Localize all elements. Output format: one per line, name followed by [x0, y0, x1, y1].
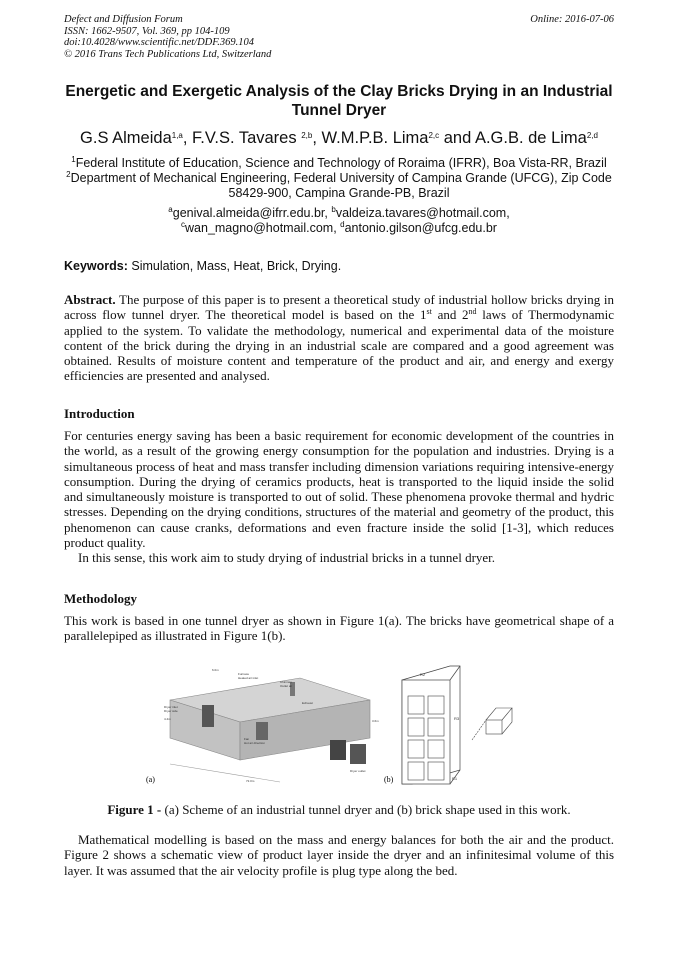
abstract-sup: nd	[468, 307, 477, 317]
methodology-text-2: Mathematical modelling is based on the mass and energy balances for both the air and the product. Figure 2 shows a schematic view of product layer inside the dryer and an infinitesimal volume of this layer. It was assumed that the air velocity profile is plug type along the bed.	[64, 832, 614, 878]
affiliation-sup: 2	[66, 170, 71, 179]
introduction-text: For centuries energy saving has been a basic requirement for economic development of the countries in the world, as a result of the growing energy consumption for the population and industries. Drying is a simultaneous process of heat and mass transfer including dimension variations requiring intensive-energy consumption. During the drying of ceramics products, heat is transported to the liquid inside the solid and simultaneously moisture is transported to out of solid. These phenomena provoke thermal and hydric stresses. Depending on the drying conditions, structures of the material and geometry of the product, this phenomenon can cause cranks, deformations and even fracture inside the solid [1-3], which reduces product quality.	[64, 428, 614, 551]
diagram-label: 6.0m	[212, 668, 219, 672]
abstract-text: The purpose of this paper is to present a theoretical study of industrial hollow bricks drying in across flow tunnel dryer. The theoretical model is based on the 1	[64, 292, 614, 323]
author-sup: 2,d	[586, 131, 598, 140]
brick-dim-label: R2	[420, 672, 426, 677]
figure-caption	[64, 802, 614, 818]
figure-1	[140, 660, 540, 790]
journal-header	[64, 14, 271, 60]
abstract-text: laws of Thermodynamic applied to the system. To validate the methodology, numerical and experimental data of the moisture content of the brick during the drying in an industrial scale are compared and a good agreement was obtained. Results of moisture content and temperature of the product and air, and energy and exergy efficiencies are presented and analysed.	[64, 307, 615, 384]
email-link[interactable]: wan_magno@hotmail.com,	[185, 221, 341, 235]
volume-front	[486, 720, 502, 734]
issn-line: ISSN: 1662-9507, Vol. 369, pp 104-109	[64, 25, 230, 37]
volume-element	[472, 708, 512, 740]
diagram-label: Fan	[244, 737, 250, 741]
affiliation-text: Department of Mechanical Engineering, Federal University of Campina Grande (UFCG), Zip Code 58429-900, Campina Grande-PB, Brazil	[70, 171, 612, 200]
author-sep: ,	[312, 129, 322, 147]
dimension-line	[170, 764, 280, 782]
author-sep: and	[439, 129, 475, 147]
online-date: Online: 2016-07-06	[530, 14, 614, 25]
author-sep: ,	[182, 129, 193, 147]
dryer-inlet-door	[202, 705, 214, 727]
volume-side	[502, 708, 512, 734]
subfigure-label-a: (a)	[146, 775, 155, 784]
brick-stack	[350, 744, 366, 764]
diagram-label: Dryer side	[164, 709, 178, 713]
affiliation-2	[64, 171, 614, 201]
diagram-label: 4.4m	[164, 717, 171, 721]
diagram-label: 3.6m	[372, 719, 379, 723]
keywords-text: Simulation, Mass, Heat, Brick, Drying.	[127, 259, 342, 273]
diagram-label: Heated air inlet	[238, 676, 259, 680]
affiliation-1	[64, 156, 614, 171]
subfigure-label-b: (b)	[384, 775, 394, 784]
doi-line: doi:10.4028/www.scientific.net/DDF.369.104	[64, 37, 255, 48]
affiliation-sup: 1	[71, 155, 76, 164]
email-sup: b	[331, 205, 336, 214]
abstract-text: and 2	[431, 307, 469, 323]
email-sup: c	[181, 220, 186, 229]
copyright-line: © 2016 Trans Tech Publications Ltd, Switzerland	[64, 48, 272, 60]
email-link[interactable]: genival.almeida@ifrr.edu.br,	[172, 206, 332, 220]
methodology-paragraph-2	[64, 832, 614, 878]
abstract-sup: st	[426, 307, 432, 317]
caption-text: (a) Scheme of an industrial tunnel dryer and (b) brick shape used in this work.	[161, 802, 571, 817]
diagram-label: Dryer inlet	[164, 705, 178, 709]
brick-dim-label: R1	[452, 776, 458, 781]
diagram-label: Outlet air	[280, 684, 293, 688]
methodology-paragraph-1: This work is based in one tunnel dryer as shown in Figure 1(a). The bricks have geometrical shape of a parallelepiped as illustrated in Figure 1(b).	[64, 613, 614, 644]
introduction-heading: Introduction	[64, 406, 135, 421]
fan	[256, 722, 268, 740]
affiliations	[64, 156, 614, 201]
diagram-label: Chimney	[280, 680, 292, 684]
author-name: A.G.B. de Lima	[474, 129, 587, 147]
author-emails	[64, 206, 614, 236]
author-name: F.V.S. Tavares	[192, 129, 302, 147]
email-sup: d	[340, 220, 345, 229]
diagram-label: Dryer outlet	[350, 769, 366, 773]
introduction-text-2: In this sense, this work aim to study drying of industrial bricks in a tunnel dryer.	[78, 550, 496, 566]
diagram-label: Exhaust	[302, 701, 313, 705]
abstract-label: Abstract.	[64, 292, 116, 307]
email-link[interactable]: valdeiza.tavares@hotmail.com,	[335, 206, 510, 220]
methodology-heading: Methodology	[64, 591, 137, 606]
brick-dim-label: R3	[454, 716, 460, 721]
affiliation-text: Federal Institute of Education, Science and Technology of Roraima (IFRR), Boa Vista-RR, Brazil	[75, 156, 607, 170]
diagram-label: Furnace	[238, 672, 250, 676]
author-sup: 2,b	[301, 131, 313, 140]
caption-label: Figure 1 -	[107, 802, 162, 817]
email-sup: a	[168, 205, 173, 214]
author-name: G.S Almeida	[80, 129, 172, 147]
keywords-line	[64, 259, 341, 273]
diagram-label: 72.0m	[246, 779, 255, 783]
author-name: W.M.P.B. Lima	[321, 129, 429, 147]
tunnel-dryer-diagram	[146, 668, 379, 784]
brick-face	[402, 680, 450, 784]
paper-title: Energetic and Exergetic Analysis of the Clay Bricks Drying in an Industrial Tunnel Dryer	[65, 83, 613, 119]
author-sup: 1,a	[171, 131, 183, 140]
brick-shape-diagram	[384, 666, 512, 784]
volume-top	[486, 708, 512, 720]
keywords-label: Keywords:	[64, 259, 128, 273]
email-link[interactable]: antonio.gilson@ufcg.edu.br	[344, 221, 497, 235]
leader-line	[472, 720, 486, 740]
abstract-paragraph	[64, 292, 614, 384]
author-sup: 2,c	[428, 131, 440, 140]
brick-stack	[330, 740, 346, 760]
author-list	[64, 128, 614, 148]
introduction-paragraph	[64, 428, 614, 566]
journal-name: Defect and Diffusion Forum	[64, 14, 183, 25]
diagram-label: Hot air direction	[244, 741, 266, 745]
